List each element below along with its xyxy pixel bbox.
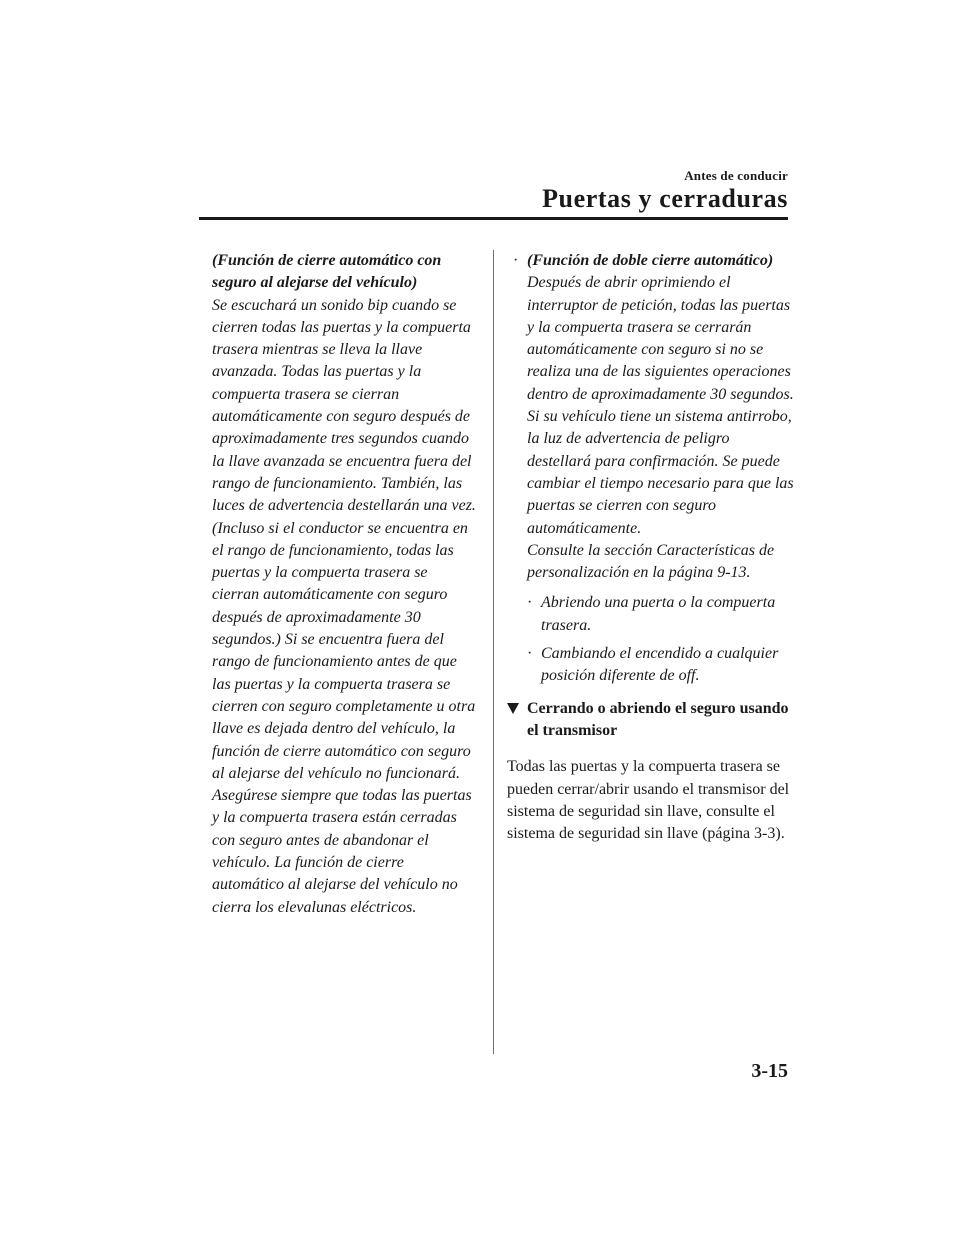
bullet-icon: · bbox=[527, 645, 533, 663]
section-label: Antes de conducir bbox=[684, 168, 788, 183]
auto-relock-item bbox=[507, 250, 797, 584]
page-title: Puertas y cerraduras bbox=[542, 184, 788, 213]
auto-relock-reference: Consulte la sección Características de personalización en la página 9-13. bbox=[527, 541, 775, 582]
triangle-down-icon bbox=[507, 703, 519, 714]
left-heading: (Función de cierre automático con seguro al alejarse del vehículo) bbox=[212, 252, 442, 292]
left-body: Se escuchará un sonido bip cuando se cierren todas las puertas y la compuerta trasera mientras se lleva la llave avanzada. Todas las puertas y la compuerta trasera se cierran automáticamente con seguro después de aproximadamente tres segundos cuando la llave avanzada se encuentra fuera del rango de funcionamiento. También, las luces de advertencia destellarán una vez. (Incluso si el conductor se encuentra en el rango de funcionamiento, todas las puertas y la compuerta trasera se cierran automáticamente con seguro después de aproximadamente 30 segundos.) Si se encuentra fuera del rango de funcionamiento antes de que las puertas y la compuerta trasera se cierren con seguro completamente u otra llave es dejada dentro del vehículo, la función de cierre automático con seguro al alejarse del vehículo no funcionará. Asegúrese siempre que todas las puertas y la compuerta trasera están cerradas con seguro antes de abandonar el vehículo. La función de cierre automático al alejarse del vehículo no cierra los elevalunas eléctricos. bbox=[212, 296, 476, 916]
list-item bbox=[507, 592, 797, 637]
list-item-text: Abriendo una puerta o la compuerta trasera. bbox=[541, 594, 776, 634]
transmitter-heading-text: Cerrando o abriendo el seguro usando el transmisor bbox=[527, 699, 789, 739]
auto-relock-heading: (Función de doble cierre automático) bbox=[527, 252, 774, 269]
header-rule bbox=[199, 217, 788, 220]
auto-relock-body: Después de abrir oprimiendo el interruptor de petición, todas las puertas y la compuerta trasera se cerrarán automáticamente con seguro si no se realiza una de las siguientes operaciones dentro de aproximadamente 30 segundos. Si su vehículo tiene un sistema antirrobo, la luz de advertencia de peligro destellará para confirmación. Se puede cambiar el tiempo necesario para que las puertas se cierren con seguro automáticamente. bbox=[527, 274, 794, 537]
transmitter-body: Todas las puertas y la compuerta trasera se pueden cerrar/abrir usando el transmisor del sistema de seguridad sin llave, consulte el sistema de seguridad sin llave (página 3-3). bbox=[507, 758, 790, 843]
bullet-icon: · bbox=[527, 594, 533, 612]
bullet-icon: · bbox=[513, 252, 519, 269]
list-item bbox=[507, 643, 797, 688]
right-column bbox=[507, 250, 797, 861]
list-item-text: Cambiando el encendido a cualquier posición diferente de off. bbox=[541, 645, 779, 685]
left-column bbox=[212, 250, 477, 919]
column-divider bbox=[493, 250, 494, 1054]
operations-list bbox=[507, 592, 797, 687]
transmitter-section-heading bbox=[507, 698, 797, 743]
page-number: 3-15 bbox=[751, 1060, 788, 1082]
